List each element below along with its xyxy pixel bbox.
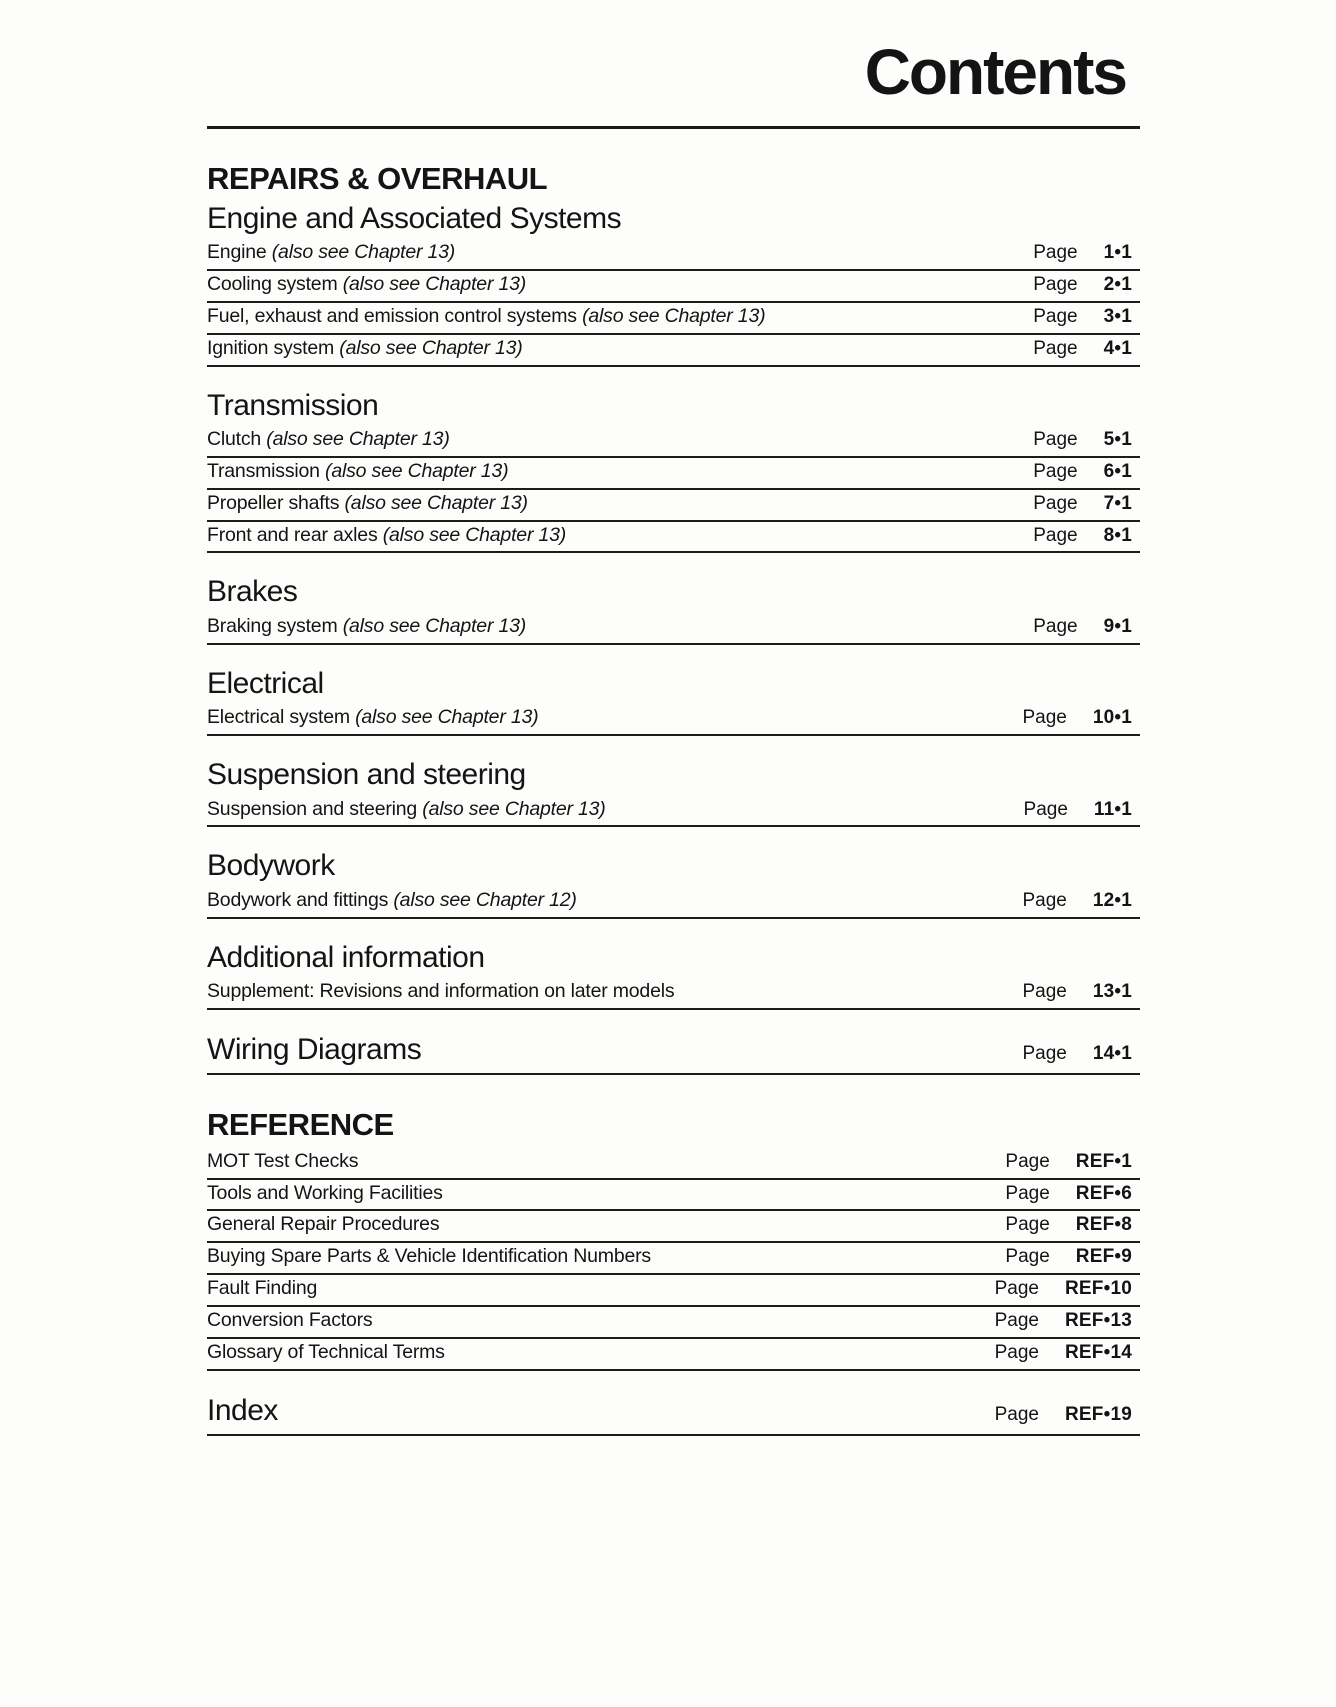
section-heading: Engine and Associated Systems bbox=[207, 201, 622, 235]
toc-row-label: Propeller shafts (also see Chapter 13) bbox=[207, 491, 528, 514]
page-label: Page bbox=[1023, 798, 1068, 820]
toc-row-label: Bodywork and fittings (also see Chapter 12) bbox=[207, 888, 577, 911]
page-ref bbox=[995, 1310, 1140, 1331]
page-ref bbox=[1033, 525, 1140, 546]
page-label: Page bbox=[994, 1341, 1039, 1363]
page-ref bbox=[1022, 981, 1140, 1002]
page-number: 7•1 bbox=[1103, 492, 1132, 514]
page-number: 5•1 bbox=[1103, 429, 1132, 451]
toc-row-label: Front and rear axles (also see Chapter 13) bbox=[207, 523, 567, 546]
toc-row bbox=[207, 490, 1140, 522]
toc-row bbox=[207, 426, 1140, 458]
toc-row-note: (also see Chapter 13) bbox=[422, 797, 606, 820]
toc-section bbox=[207, 1148, 1140, 1371]
page-ref bbox=[1024, 799, 1140, 820]
page-label: Page bbox=[1022, 889, 1067, 911]
toc-row bbox=[207, 458, 1140, 490]
toc-section bbox=[207, 389, 1140, 554]
toc-row-label: Conversion Factors bbox=[207, 1308, 373, 1331]
page-number: REF•9 bbox=[1075, 1246, 1132, 1268]
page-number: 12•1 bbox=[1092, 889, 1132, 911]
toc-row-label: Suspension and steering (also see Chapter 13) bbox=[207, 797, 606, 820]
toc-row bbox=[207, 335, 1140, 367]
toc-row-note: (also see Chapter 13) bbox=[342, 273, 527, 296]
toc-row-note: (also see Chapter 13) bbox=[339, 336, 523, 359]
page-number: REF•8 bbox=[1075, 1214, 1132, 1236]
page-label: Page bbox=[994, 1403, 1039, 1425]
toc-row bbox=[207, 796, 1140, 828]
page-label: Page bbox=[1022, 707, 1067, 729]
toc-row bbox=[207, 1243, 1140, 1275]
toc-row bbox=[207, 239, 1140, 271]
page-ref bbox=[1005, 1214, 1140, 1235]
toc-heading-row bbox=[207, 1394, 1140, 1436]
toc-row-label: Braking system (also see Chapter 13) bbox=[207, 614, 527, 637]
page-label: Page bbox=[1033, 274, 1078, 296]
page-number: 14•1 bbox=[1092, 1042, 1132, 1064]
page-ref bbox=[1005, 1151, 1140, 1172]
page-ref bbox=[1022, 890, 1140, 911]
toc-row bbox=[207, 271, 1140, 303]
toc-row-label: Buying Spare Parts & Vehicle Identification Numbers bbox=[207, 1245, 651, 1268]
page-number: 8•1 bbox=[1103, 524, 1132, 546]
toc-row-note: (also see Chapter 13) bbox=[355, 706, 539, 729]
section-heading: Suspension and steering bbox=[207, 758, 526, 791]
page-number: REF•10 bbox=[1065, 1278, 1132, 1300]
toc-section bbox=[207, 849, 1140, 918]
toc-row-label: Fuel, exhaust and emission control systems (also see Chapter 13) bbox=[207, 304, 766, 327]
page-number: REF•1 bbox=[1075, 1150, 1132, 1172]
toc-row bbox=[207, 303, 1140, 335]
group-heading: REFERENCE bbox=[207, 1106, 394, 1142]
toc-section bbox=[207, 758, 1140, 827]
page-label: Page bbox=[1005, 1150, 1050, 1172]
toc-row-note: (also see Chapter 12) bbox=[393, 888, 577, 911]
section-heading: Brakes bbox=[207, 575, 298, 609]
contents-page-body bbox=[207, 0, 1140, 1436]
page-ref bbox=[995, 1404, 1140, 1426]
page-ref bbox=[1022, 1043, 1140, 1065]
section-heading: Additional information bbox=[207, 940, 485, 974]
toc-section bbox=[207, 575, 1140, 644]
page-number: REF•19 bbox=[1065, 1403, 1132, 1425]
page-label: Page bbox=[1022, 1042, 1067, 1064]
page-label: Page bbox=[1033, 615, 1078, 637]
page-ref bbox=[995, 1342, 1140, 1363]
page-number: 13•1 bbox=[1092, 981, 1132, 1003]
page-label: Page bbox=[1033, 524, 1078, 546]
page-number: REF•14 bbox=[1065, 1341, 1132, 1363]
toc-row-note: (also see Chapter 13) bbox=[344, 491, 528, 514]
section-heading: Transmission bbox=[207, 388, 379, 422]
page-ref bbox=[1033, 429, 1140, 450]
toc-sections bbox=[207, 162, 1140, 1436]
page-label: Page bbox=[994, 1309, 1039, 1331]
page-number: 6•1 bbox=[1103, 460, 1132, 482]
page-label: Page bbox=[1033, 492, 1078, 514]
toc-row-label: Electrical system (also see Chapter 13) bbox=[207, 706, 539, 729]
toc-row bbox=[207, 978, 1140, 1010]
page-label: Page bbox=[1033, 460, 1078, 482]
toc-section bbox=[207, 667, 1140, 736]
toc-row-label: Transmission (also see Chapter 13) bbox=[207, 459, 509, 482]
toc-row-note: (also see Chapter 13) bbox=[342, 614, 527, 637]
toc-section bbox=[207, 202, 1140, 367]
page-label: Page bbox=[1033, 429, 1078, 451]
toc-row-note: (also see Chapter 13) bbox=[266, 428, 450, 451]
toc-row-note: (also see Chapter 13) bbox=[325, 459, 509, 482]
page-number: 10•1 bbox=[1092, 707, 1132, 729]
toc-row-label: Engine (also see Chapter 13) bbox=[207, 241, 456, 264]
page-ref bbox=[995, 1278, 1140, 1299]
toc-row-label: General Repair Procedures bbox=[207, 1213, 440, 1236]
toc-row bbox=[207, 1307, 1140, 1339]
page-number: REF•6 bbox=[1075, 1182, 1132, 1204]
toc-row-label: Clutch (also see Chapter 13) bbox=[207, 428, 450, 451]
page-number: 9•1 bbox=[1103, 615, 1132, 637]
toc-row-label: MOT Test Checks bbox=[207, 1149, 359, 1172]
page-ref bbox=[1005, 1246, 1140, 1267]
toc-row-label: Tools and Working Facilities bbox=[207, 1181, 443, 1204]
page-ref bbox=[1022, 707, 1140, 728]
page-ref bbox=[1033, 306, 1140, 327]
section-heading: Bodywork bbox=[207, 849, 335, 883]
page-label: Page bbox=[1033, 337, 1078, 359]
toc-section bbox=[207, 941, 1140, 1010]
toc-row-label: Ignition system (also see Chapter 13) bbox=[207, 336, 523, 359]
toc-row bbox=[207, 1275, 1140, 1307]
page-number: 3•1 bbox=[1103, 305, 1132, 327]
group-heading: REPAIRS & OVERHAUL bbox=[207, 161, 548, 196]
toc-row bbox=[207, 613, 1140, 645]
page-label: Page bbox=[1005, 1214, 1050, 1236]
page-ref bbox=[1033, 461, 1140, 482]
page-ref bbox=[1033, 493, 1140, 514]
toc-row-note: (also see Chapter 13) bbox=[582, 304, 766, 327]
section-heading: Index bbox=[207, 1393, 278, 1427]
toc-row bbox=[207, 1339, 1140, 1371]
page-number: 2•1 bbox=[1103, 274, 1132, 296]
toc-row bbox=[207, 887, 1140, 919]
section-heading: Wiring Diagrams bbox=[207, 1032, 422, 1066]
toc-row-label: Cooling system (also see Chapter 13) bbox=[207, 273, 527, 296]
page-number: REF•13 bbox=[1065, 1309, 1132, 1331]
toc-heading-row bbox=[207, 1033, 1140, 1075]
page-number: 4•1 bbox=[1103, 337, 1132, 359]
toc-row-note: (also see Chapter 13) bbox=[382, 523, 567, 546]
page-label: Page bbox=[1005, 1182, 1050, 1204]
page-ref bbox=[1033, 616, 1140, 637]
toc-row bbox=[207, 704, 1140, 736]
page-label: Page bbox=[1022, 981, 1067, 1003]
page-label: Page bbox=[1033, 242, 1078, 264]
page-number: 11•1 bbox=[1093, 798, 1132, 820]
page-label: Page bbox=[994, 1278, 1039, 1300]
toc-row-label: Supplement: Revisions and information on later models bbox=[207, 980, 675, 1003]
page-ref bbox=[1033, 338, 1140, 359]
page-title: Contents bbox=[864, 36, 1126, 108]
toc-row bbox=[207, 1148, 1140, 1180]
page-header bbox=[207, 36, 1140, 129]
page-ref bbox=[1033, 274, 1140, 295]
page-label: Page bbox=[1033, 305, 1078, 327]
page-label: Page bbox=[1005, 1246, 1050, 1268]
toc-row-label: Glossary of Technical Terms bbox=[207, 1340, 445, 1363]
toc-row-note: (also see Chapter 13) bbox=[271, 241, 456, 264]
section-heading: Electrical bbox=[207, 666, 324, 700]
page-ref bbox=[1033, 242, 1140, 263]
toc-row-label: Fault Finding bbox=[207, 1277, 318, 1300]
toc-row bbox=[207, 1211, 1140, 1243]
page-number: 1•1 bbox=[1103, 242, 1132, 264]
page-ref bbox=[1005, 1183, 1140, 1204]
toc-row bbox=[207, 522, 1140, 554]
toc-row bbox=[207, 1180, 1140, 1212]
